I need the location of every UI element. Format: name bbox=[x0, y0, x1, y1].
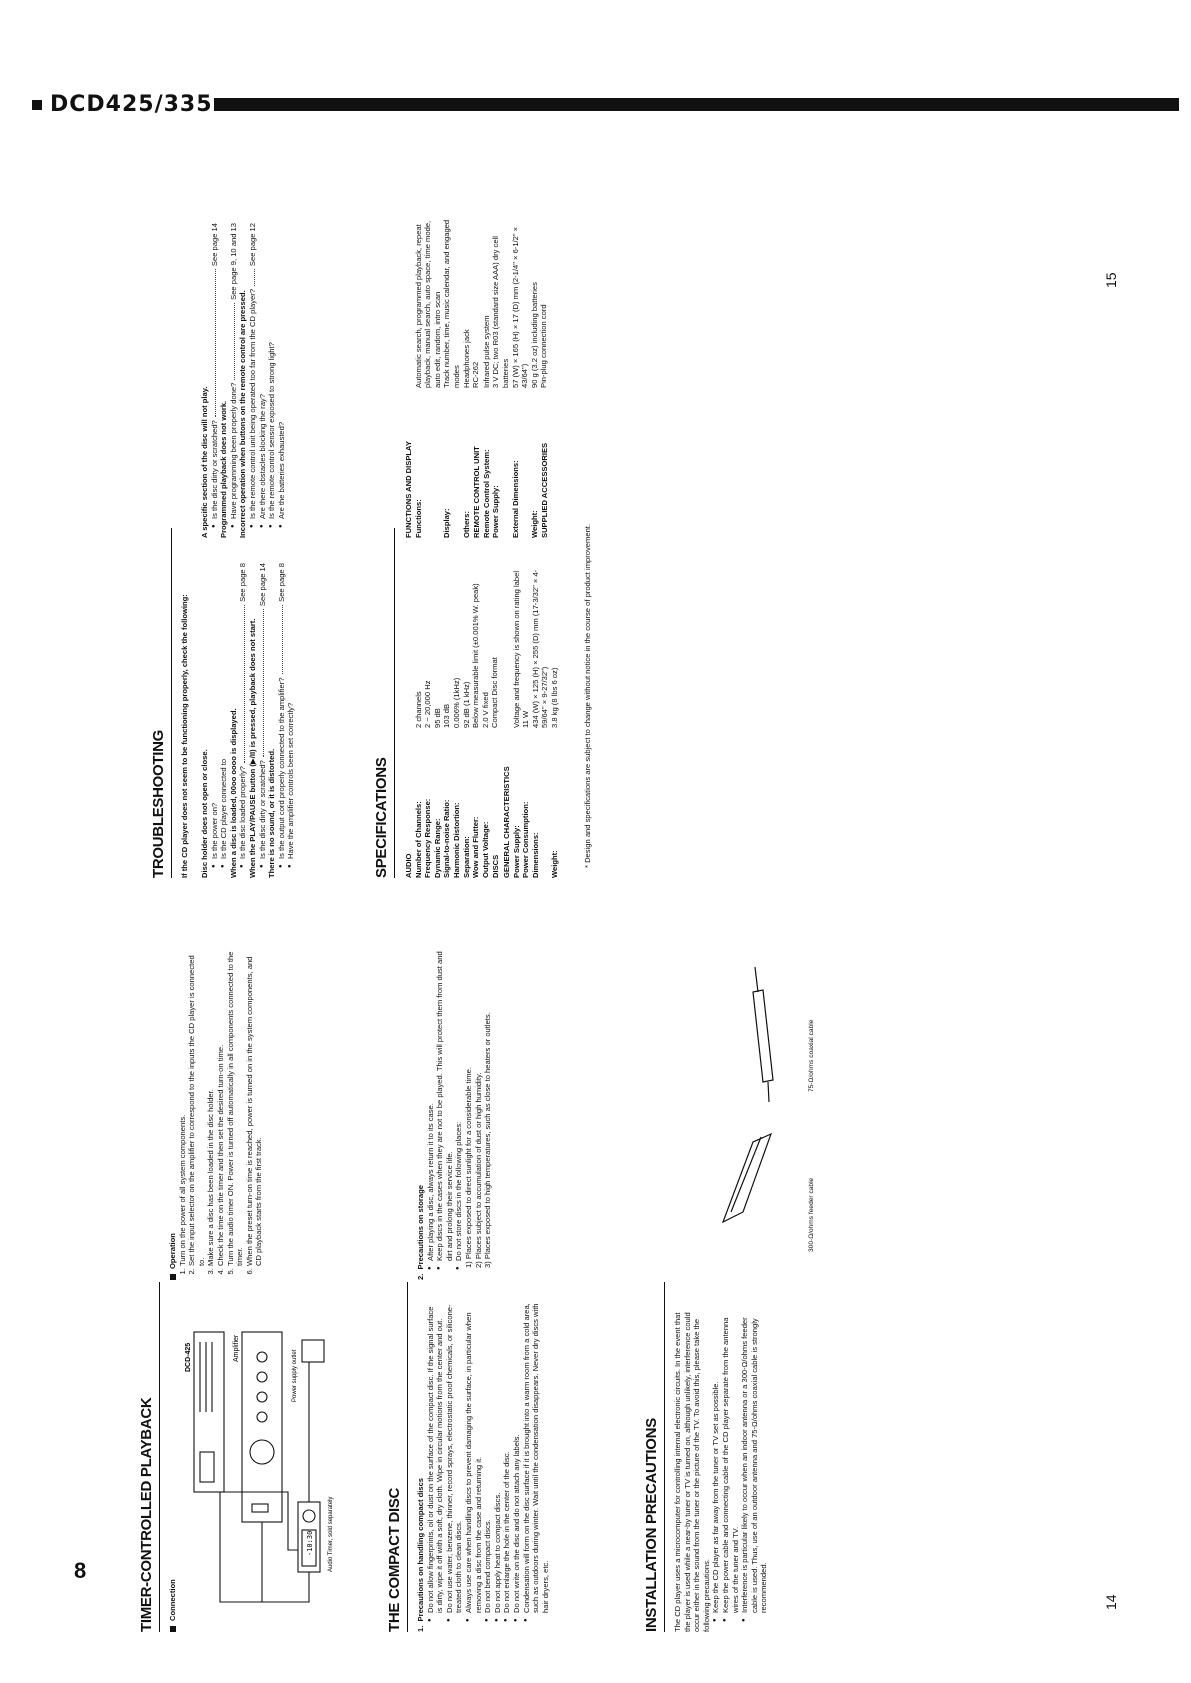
spec-row: Separation: 92 dB (1 kHz) bbox=[461, 681, 471, 878]
diagram-label-amplifier: Amplifier bbox=[233, 1334, 240, 1362]
operation-block bbox=[168, 950, 264, 1280]
trouble-check: ● Are there obstacles blocking the ray? bbox=[258, 223, 268, 528]
spec-row: FUNCTIONS AND DISPLAY bbox=[404, 441, 413, 538]
spec-row: Number of Channels: 2 channels bbox=[413, 691, 423, 878]
spec-row: Remote Control System: Infrared pulse system bbox=[481, 315, 491, 538]
cd-player-drawing bbox=[194, 1332, 224, 1492]
storage-place: 1) Places exposed to direct sunlight for a considerable time. bbox=[463, 1067, 473, 1268]
spec-col-1 bbox=[403, 558, 560, 878]
trouble-check: ● Have the amplifier controls been set correctly? bbox=[286, 563, 296, 868]
coaxial-cable-caption: 75-Ω/ohms coaxial cable bbox=[808, 1019, 815, 1092]
trouble-group bbox=[219, 223, 238, 538]
trouble-heading: A specific section of the disc will not play. bbox=[200, 386, 209, 538]
handling-item: ● Do not use water, benzene, thinner, record sprays, electrostatic proof chemicals, or silicone-treated cloth to clean discs. bbox=[445, 1302, 464, 1622]
trouble-group bbox=[238, 223, 286, 538]
trouble-check: ● Is the disc loaded properly? See page 8 bbox=[238, 563, 248, 868]
power-outlet-drawing bbox=[302, 1340, 324, 1362]
operation-step: 1. Turn on the power of all system components. bbox=[178, 950, 188, 1266]
amplifier-drawing bbox=[242, 1332, 282, 1522]
spec-col-2 bbox=[403, 218, 550, 538]
installation-list bbox=[711, 1302, 769, 1632]
storage-place: 3) Places exposed to high temperatures, such as close to heaters or outlets. bbox=[483, 1012, 493, 1268]
spec-row: Dynamic Range: 95 dB bbox=[432, 708, 442, 878]
spec-row: Wow and Flutter: Below measurable limit (±0.001% W. peak) bbox=[471, 583, 481, 878]
spec-row: Harmonic Distortion: 0.006% (1kHz) bbox=[451, 677, 461, 878]
installation-intro: The CD player uses a microcomputer for controlling internal electronic circuits. In the event that the player is used while a near-by tuner or TV is turned on, although unlikely, interference could occur either in the sound from the tuner or the picture of the TV. To avoid this, please take the following precautions. bbox=[673, 1312, 711, 1632]
storage-item: ● After playing a disc, always return it to its case. bbox=[426, 950, 436, 1270]
timer-section bbox=[138, 932, 334, 1632]
spec-row: Weight: 90 g (3.2 oz) including batteries bbox=[529, 282, 539, 538]
trouble-group bbox=[200, 563, 229, 878]
compact-disc-title: THE COMPACT DISC bbox=[386, 1487, 403, 1632]
connection-heading: Connection bbox=[168, 1579, 178, 1632]
trouble-heading: When a disc is loaded, 00oo oooo is displayed. bbox=[228, 708, 238, 878]
coaxial-cable-drawing bbox=[753, 990, 773, 1082]
spec-row: Weight: 3.8 kg (8 lbs 6 oz) bbox=[549, 667, 559, 878]
specifications-title: SPECIFICATIONS bbox=[373, 757, 390, 878]
troubleshooting-title-rule bbox=[171, 528, 172, 878]
trouble-check: ● Is the remote control sensor exposed to strong light? bbox=[267, 223, 277, 528]
connection-diagram bbox=[180, 1302, 335, 1612]
feeder-cable-drawing bbox=[723, 1134, 771, 1222]
spec-row: DISCS Compact Disc format bbox=[490, 657, 501, 878]
operation-steps bbox=[178, 950, 264, 1280]
storage-places bbox=[464, 950, 493, 1280]
handling-heading: 1. Precautions on handling compact discs bbox=[416, 1477, 425, 1632]
spec-row: AUDIO bbox=[404, 853, 413, 878]
operation-step: 3. Make sure a disc has been loaded in the disc holder. bbox=[206, 950, 216, 1266]
diagram-label-player: DCD-425 bbox=[185, 1342, 192, 1372]
troubleshooting-title: TROUBLESHOOTING bbox=[150, 730, 167, 878]
header-marker bbox=[32, 100, 42, 110]
compact-disc-section bbox=[386, 932, 550, 1632]
installation-section bbox=[643, 932, 815, 1632]
spec-row: Dimensions: 434 (W) × 125 (H) × 255 (D) mm (17-3/32" × 4-59/64" × 9-27/32") bbox=[530, 569, 550, 878]
handling-item: ● Do not write on the disc and do not attach any labels. bbox=[512, 1302, 522, 1622]
storage-item: ● Keep discs in the cases when they are not to be played. This will protect them from dust and dirt and prolong their service life. bbox=[435, 950, 454, 1270]
trouble-group bbox=[267, 563, 296, 878]
page-number-14: 14 bbox=[1103, 1594, 1119, 1610]
spec-row: Power Supply: 3 V DC; two R03 (standard size AAA) dry cell batteries bbox=[491, 236, 510, 538]
compact-disc-title-rule bbox=[407, 1282, 408, 1632]
spec-row: Functions: Automatic search, programmed playback, repeat playback, manual search, auto space, time mode, auto edit, random, intro scan bbox=[413, 220, 442, 538]
handling-item: ● Always use care when handling discs to prevent damaging the surface, in particular when removing a disc from the case and returning it. bbox=[464, 1302, 483, 1622]
trouble-check: ● Are the batteries exhausted? bbox=[277, 223, 287, 528]
spec-row: Output Voltage: 2.0 V fixed bbox=[480, 692, 490, 878]
trouble-check: ● Have programming been properly done? See page 9, 10 and 13 bbox=[229, 223, 239, 528]
trouble-group bbox=[248, 563, 267, 878]
trouble-check: ● Is the CD player connected to bbox=[219, 563, 229, 868]
storage-heading: 2. Precautions on storage bbox=[416, 1185, 425, 1280]
operation-step: 6. When the preset turn-on time is reached, power is turned on in the system components, and CD playback starts from the first track. bbox=[245, 950, 264, 1266]
troubleshooting-col-2 bbox=[200, 223, 286, 538]
feeder-cable-caption: 300-Ω/ohms feeder cable bbox=[808, 1177, 815, 1252]
timer-title-rule bbox=[159, 1282, 160, 1632]
spec-row: Power Supply: Voltage and frequency is shown on rating label bbox=[511, 570, 521, 878]
handling-item: ● Do not enlarge the hole in the center of the disc. bbox=[502, 1302, 512, 1622]
operation-step: 2. Set the input selector on the amplifier to correspond to the inputs the CD player is connected to. bbox=[187, 950, 206, 1266]
spec-row: REMOTE CONTROL UNIT RC-262 bbox=[471, 361, 482, 538]
operation-heading: Operation bbox=[168, 950, 178, 1280]
header-rule bbox=[214, 98, 1179, 111]
installation-title-rule bbox=[664, 1282, 665, 1632]
trouble-heading: When the PLAY/PAUSE button (▶/II) is pressed, playback does not start. bbox=[247, 618, 257, 878]
timer-display-text: -10:30 bbox=[306, 1530, 314, 1556]
trouble-heading: Disc holder does not open or close. bbox=[200, 749, 209, 878]
spec-row: Signal-to-noise Ratio: 103 dB bbox=[442, 703, 452, 878]
troubleshooting-col-1 bbox=[200, 563, 296, 878]
handling-item: ● Do not bend compact discs. bbox=[483, 1302, 493, 1622]
timer-title: TIMER-CONTROLLED PLAYBACK bbox=[138, 1397, 155, 1632]
handling-list bbox=[426, 1302, 551, 1632]
installation-title: INSTALLATION PRECAUTIONS bbox=[643, 1418, 660, 1632]
operation-step: 4. Check the time on the timer and then set the desired turn-on time. bbox=[216, 950, 226, 1266]
trouble-heading: Incorrect operation when buttons on the remote control are pressed. bbox=[238, 290, 248, 538]
specifications-section bbox=[373, 218, 592, 878]
trouble-group bbox=[200, 223, 219, 538]
trouble-check: ● Is the disc dirty or scratched? See page 14 bbox=[258, 563, 268, 868]
spec-row: External Dimensions: 57 (W) × 165 (H) × 17 (D) mm (2-1/4" × 6-1/2" × 43/64") bbox=[510, 226, 530, 538]
installation-item: ● Interference is particular likely to occur when an indoor antenna or a 300-Ω/ohms feeder cable is used. Thus, use of an outdoor antenna and 75-Ω/ohms coaxial cable is strongly recommended. bbox=[740, 1302, 769, 1622]
storage-list bbox=[426, 950, 464, 1280]
square-bullet-icon bbox=[170, 1274, 176, 1280]
trouble-heading: There is no sound, or it is distorted. bbox=[267, 748, 277, 878]
diagram-label-timer: Audio Timer, sold separately bbox=[328, 1496, 334, 1572]
handling-item: ● Condensation will form on the disc surface if it is brought into a warm room from a cold area, such as outdoors during winter. Wait until the condensation disappears. Never dry discs with hair dryers, etc. bbox=[522, 1302, 551, 1622]
handling-block bbox=[416, 1302, 550, 1632]
installation-item: ● Keep the CD player as far away from the tuner or TV set as possible. bbox=[711, 1302, 721, 1622]
spec-row: Display: Track number, time, music calendar, and engaged modes bbox=[442, 219, 461, 538]
square-bullet-icon bbox=[170, 1626, 176, 1632]
model-title: DCD425/335 bbox=[50, 92, 213, 117]
trouble-check: ● Is the power on? bbox=[210, 563, 220, 868]
trouble-check: ● Is the output cord properly connected to the amplifier? See page 8 bbox=[277, 563, 287, 868]
operation-step: 5. Turn the audio timer ON. Power is turned off automatically in all components connected to the timer. bbox=[226, 950, 245, 1266]
installation-text bbox=[673, 1302, 769, 1632]
storage-item: ● Do not store discs in the following places: bbox=[454, 950, 464, 1270]
trouble-check: ● Is the remote control unit being operated too far from the CD player? See page 12 bbox=[248, 223, 258, 528]
spec-footnote: * Design and specifications are subject to change without notice in the course of product improvement. bbox=[583, 523, 592, 868]
cable-illustration bbox=[713, 952, 803, 1252]
page-number-15: 15 bbox=[1103, 272, 1119, 288]
trouble-check: ● Is the disc dirty or scratched? See page 14 bbox=[210, 223, 220, 528]
trouble-heading: Programmed playback does not work. bbox=[219, 400, 229, 538]
handling-item: ● Do not allow fingerprints, oil or dust on the surface of the compact disc. If the signal surface is dirty, wipe it off with a soft, dry cloth. Wipe in circular motions from the center and out. bbox=[426, 1302, 445, 1622]
spec-row: Others: Headphones jack bbox=[461, 329, 471, 538]
trouble-group bbox=[229, 563, 248, 878]
installation-item: ● Keep the power cable and connecting cable of the CD player separate from the antenna wires of the tuner and TV. bbox=[721, 1302, 740, 1622]
storage-block bbox=[416, 950, 493, 1280]
troubleshooting-section bbox=[150, 218, 296, 878]
rotated-spread bbox=[128, 180, 1128, 1650]
specifications-title-rule bbox=[394, 528, 395, 878]
storage-place: 2) Places subject to accumulation of dust or high humidity. bbox=[473, 1072, 483, 1268]
spec-row: SUPPLIED ACCESSORIES Pin-plug connection cord bbox=[539, 304, 550, 538]
diagram-label-outlet: Power supply outlet bbox=[292, 1349, 298, 1402]
spec-row: Power Consumption: 11 W bbox=[521, 710, 531, 878]
spec-row: GENERAL CHARACTERISTICS bbox=[501, 766, 511, 878]
handling-item: ● Do not apply heat to compact discs. bbox=[493, 1302, 503, 1622]
outer-page-number: 8 bbox=[74, 1558, 87, 1583]
spec-row: Frequency Response: 2 ~ 20,000 Hz bbox=[423, 680, 433, 878]
troubleshooting-intro: If the CD player does not seem to be functioning properly, check the following: bbox=[180, 594, 189, 878]
